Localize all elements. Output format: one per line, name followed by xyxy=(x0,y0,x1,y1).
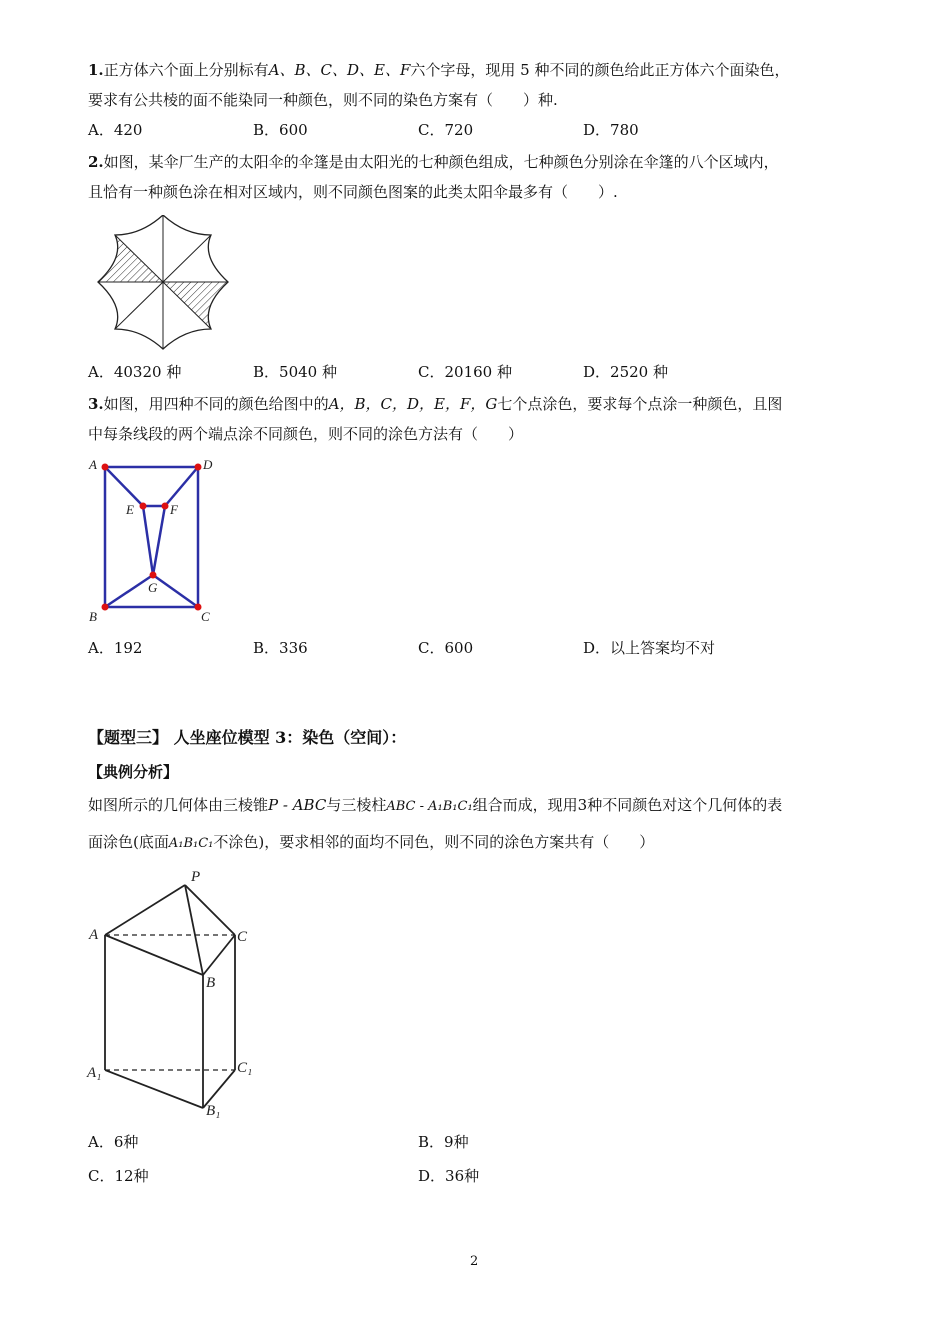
q1-number: 1. xyxy=(88,61,104,79)
q1-option-b[interactable]: B．600 xyxy=(253,121,308,139)
q3-option-d[interactable]: D．以上答案均不对 xyxy=(583,639,716,657)
q3-option-c[interactable]: C．600 xyxy=(418,639,474,657)
q2-text: 如图，某伞厂生产的太阳伞的伞篷是由太阳光的七种颜色组成，七种颜色分别涂在伞篷的八个区域内， xyxy=(103,153,779,171)
example-text2-post: 不涂色)，要求相邻的面均不同色，则不同的涂色方案共有（ ） xyxy=(213,833,655,851)
example-option-b[interactable]: B．9种 xyxy=(418,1133,469,1151)
q1-text-pre: 正方体六个面上分别标有 xyxy=(103,61,269,79)
label-b: B xyxy=(206,975,216,991)
example-line2 xyxy=(88,832,654,854)
label-a1: A₁ xyxy=(87,1065,102,1081)
q1-option-c[interactable]: C．720 xyxy=(418,121,474,139)
label-c: C xyxy=(201,609,210,624)
q3-text-pre: 如图，用四种不同的颜色给图中的 xyxy=(103,395,329,413)
q3-text-post: 七个点涂色，要求每个点涂一种颜色，且图 xyxy=(497,395,783,413)
umbrella-shaded-region-2 xyxy=(163,282,228,329)
vertex-b xyxy=(102,604,109,611)
q3-line2: 中每条线段的两个端点涂不同颜色，则不同的涂色方法有（ ） xyxy=(88,425,524,443)
q3-line1 xyxy=(88,394,782,414)
q2-number: 2. xyxy=(88,153,104,171)
q2-option-b[interactable]: B．5040 种 xyxy=(253,363,337,381)
vertex-d xyxy=(195,464,202,471)
vertex-f xyxy=(162,503,169,510)
q2-option-a[interactable]: A．40320 种 xyxy=(88,363,182,381)
q1-text-post: 六个字母，现用 5 种不同的颜色给此正方体六个面染色， xyxy=(410,61,790,79)
example-text-pre: 如图所示的几何体由三棱锥 xyxy=(88,796,269,814)
label-e: E xyxy=(126,502,134,517)
q1-line1 xyxy=(88,60,790,80)
vertex-a xyxy=(102,464,109,471)
q1-line2: 要求有公共棱的面不能染同一种颜色，则不同的染色方案有（ ）种. xyxy=(88,91,558,109)
label-c: C xyxy=(237,929,248,945)
label-b: B xyxy=(89,609,97,624)
solid-edges xyxy=(105,885,235,1108)
q3-points: A，B，C，D，E，F，G xyxy=(328,395,498,413)
page-number: 2 xyxy=(470,1254,479,1269)
example-option-c[interactable]: C．12种 xyxy=(88,1167,149,1185)
q1-letters: A、B、C、D、E、F xyxy=(268,61,411,79)
vertex-e xyxy=(140,503,147,510)
q2-line1 xyxy=(88,152,779,172)
label-g: G xyxy=(148,580,158,595)
q2-line2: 且恰有一种颜色涂在相对区域内，则不同颜色图案的此类太阳伞最多有（ ）. xyxy=(88,183,618,201)
label-d: D xyxy=(203,457,213,472)
umbrella-figure xyxy=(95,215,235,350)
q2-option-c[interactable]: C．20160 种 xyxy=(418,363,512,381)
label-a: A xyxy=(89,457,97,472)
label-b1: B₁ xyxy=(206,1103,221,1119)
example-option-d[interactable]: D．36种 xyxy=(418,1167,480,1185)
solid-figure xyxy=(85,865,275,1120)
label-p: P xyxy=(191,869,201,885)
example-option-a[interactable]: A．6种 xyxy=(88,1133,139,1151)
base-name: A₁B₁C₁ xyxy=(168,836,214,851)
example-text-post: 组合而成，现用3种不同颜色对这个几何体的表 xyxy=(472,796,783,814)
example-line1 xyxy=(88,795,782,817)
label-a: A xyxy=(89,927,99,943)
q3-option-a[interactable]: A．192 xyxy=(88,639,143,657)
vertex-g xyxy=(150,572,157,579)
umbrella-shaded-region-1 xyxy=(98,235,163,282)
q3-option-b[interactable]: B．336 xyxy=(253,639,308,657)
label-f: F xyxy=(170,502,178,517)
example-text2-pre: 面涂色(底面 xyxy=(88,833,169,851)
q2-option-d[interactable]: D．2520 种 xyxy=(583,363,668,381)
q3-number: 3. xyxy=(88,395,104,413)
example-heading: 【典例分析】 xyxy=(88,763,179,781)
q1-option-d[interactable]: D．780 xyxy=(583,121,639,139)
label-c1: C₁ xyxy=(237,1060,253,1076)
section-title: 【题型三】 人坐座位模型 3：染色（空间）： xyxy=(88,728,407,747)
q1-option-a[interactable]: A．420 xyxy=(88,121,143,139)
hidden-edges xyxy=(105,935,235,1070)
graph-figure xyxy=(85,455,225,625)
pyramid-name: P - ABC xyxy=(268,796,327,814)
example-text-mid: 与三棱柱 xyxy=(326,796,387,814)
prism-name: ABC - A₁B₁C₁ xyxy=(386,799,473,814)
